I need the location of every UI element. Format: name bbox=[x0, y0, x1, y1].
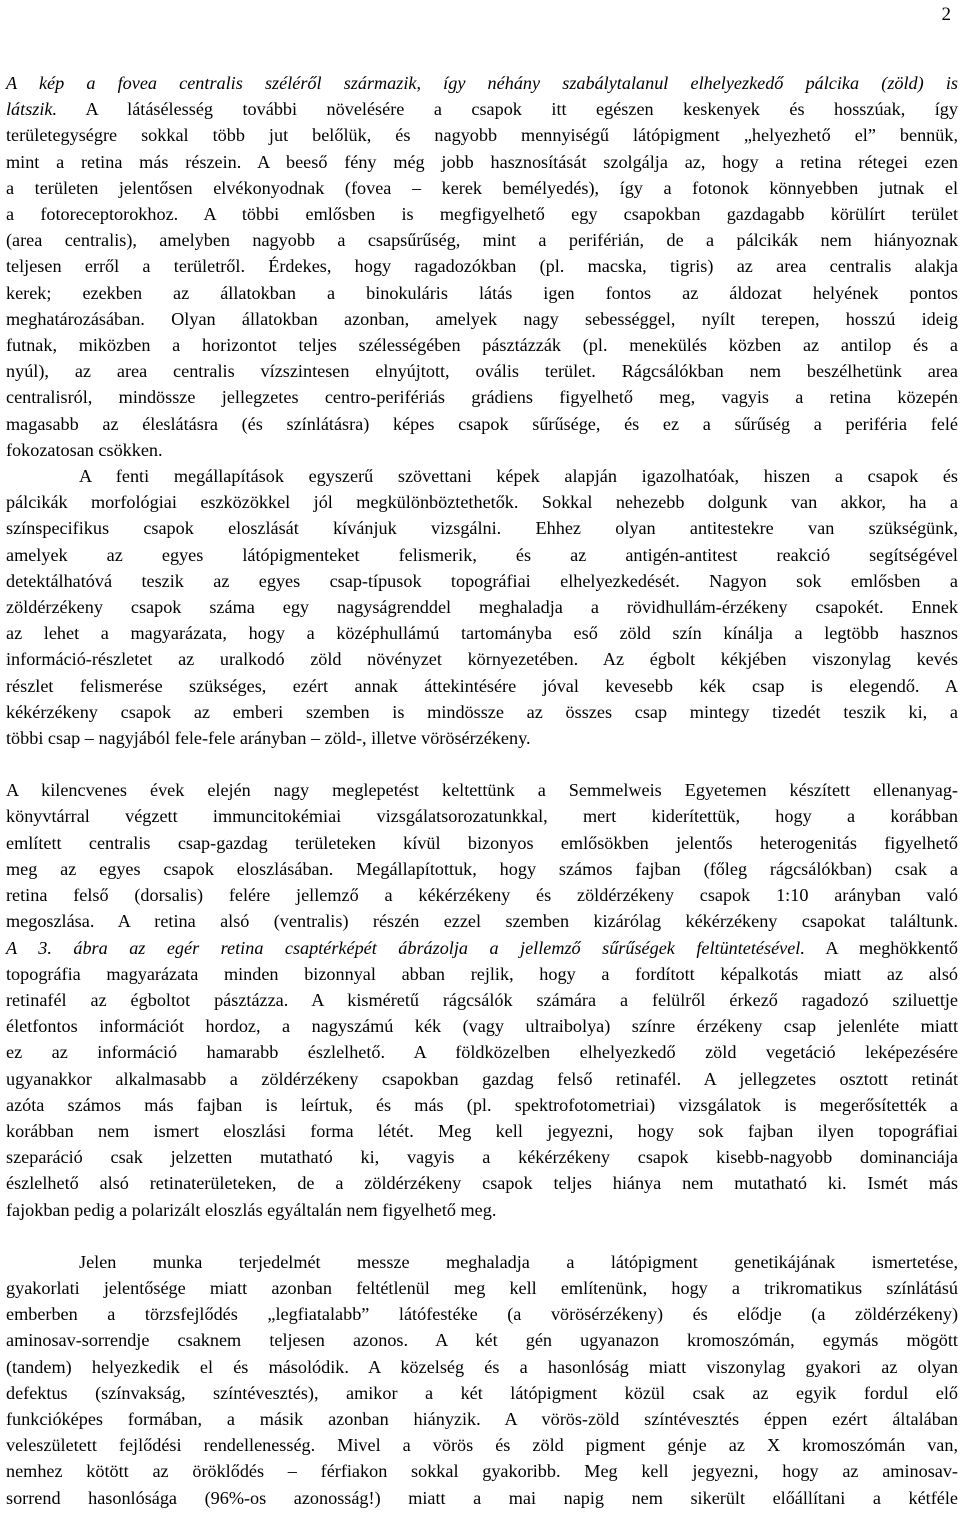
body-text bbox=[6, 70, 958, 1511]
text-line bbox=[6, 96, 958, 122]
text-line: Jelen munka terjedelmét messze meghaladja a látópigment genetikájának ismertetése, bbox=[79, 1251, 958, 1272]
paragraph-gap bbox=[6, 1223, 958, 1249]
text-segment: A meghökkentő bbox=[804, 937, 958, 958]
text-segment: látszik. bbox=[6, 99, 58, 120]
text-line: defektus (színvakság, színtévesztés), amikor a két látópigment közül csak az egyik fordul elő bbox=[6, 1382, 958, 1403]
text-line: nemhez kötött az öröklődés – férfiakon sokkal gyakoribb. Meg kell jegyezni, hogy az aminosav- bbox=[6, 1461, 958, 1482]
text-line: centralisról, mindössze jellegzetes centro-perifériás grádiens figyelhető meg, vagyis a retina közepén bbox=[6, 387, 958, 408]
text-line: korábban nem ismert eloszlási forma létét. Meg kell jegyezni, hogy sok fajban ilyen topográfiai bbox=[6, 1120, 958, 1141]
text-line: teljesen erről a területről. Érdekes, hogy ragadozókban (pl. macska, tigris) az area centralis alakja bbox=[6, 256, 958, 277]
paragraph-p3 bbox=[6, 777, 958, 1222]
text-line: funkcióképes formában, a másik azonban hiányzik. A vörös-zöld színtévesztés éppen ezért általában bbox=[6, 1408, 958, 1429]
text-line: szeparáció csak jelzetten mutatható ki, vagyis a kékérzékeny csapok kisebb-nagyobb dominanciája bbox=[6, 1147, 958, 1168]
text-line: életfontos információt hordoz, a nagyszámú kék (vagy ultraibolya) színre érzékeny csap jelenléte miatt bbox=[6, 1016, 958, 1037]
text-line: többi csap – nagyjából fele-fele arányban – zöld-, illetve vörösérzékeny. bbox=[6, 728, 531, 749]
text-line: a területen jelentősen elvékonyodnak (fovea – kerek bemélyedés), így a fotonok könnyebben jutnak el bbox=[6, 177, 958, 198]
text-segment: A 3. ábra az egér retina csaptérképét ábrázolja a jellemző sűrűségek feltüntetésével. bbox=[6, 937, 805, 958]
text-line: az lehet a magyarázata, hogy a középhullámú tartományba eső zöld szín kínálja a legtöbb hasznos bbox=[6, 623, 958, 644]
text-line: veleszületett fejlődési rendellenesség. Mivel a vörös és zöld pigment génje az X kromoszómán van, bbox=[6, 1435, 958, 1456]
text-line: fokozatosan csökken. bbox=[6, 439, 163, 460]
text-line: könyvtárral végzett immuncitokémiai vizsgálatsorozatunkkal, mert kiderítettük, hogy a korábban bbox=[6, 806, 958, 827]
text-line: meghatározásában. Olyan állatokban azonban, amelyek nagy sebességgel, nyílt terepen, hosszú ideig bbox=[6, 308, 958, 329]
text-line: retinafél az égboltot pásztázza. A kisméretű rágcsálók számára a felülről érkező ragadozó sziluettje bbox=[6, 989, 958, 1010]
text-line: A fenti megállapítások egyszerű szövettani képek alapján igazolhatóak, hiszen a csapok és bbox=[79, 466, 958, 487]
text-line: pálcikák morfológiai eszközökkel jól megkülönböztethetők. Sokkal nehezebb dolgunk van akkor, ha a bbox=[6, 492, 958, 513]
text-line: magasabb az éleslátásra (és színlátásra) képes csapok sűrűsége, és ez a sűrűség a periféria felé bbox=[6, 413, 958, 434]
text-line: retina felső (dorsalis) felére jellemző a kékérzékeny és zöldérzékeny csapok 1:10 arányban való bbox=[6, 885, 958, 906]
text-line: fajokban pedig a polarizált eloszlás egyáltalán nem figyelhető meg. bbox=[6, 1199, 497, 1220]
text-line: detektálhatóvá teszik az egyes csap-típusok topográfiai elhelyezkedését. Nagyon sok emlősben a bbox=[6, 570, 958, 591]
text-segment: A látásélesség további növelésére a csapok itt egészen keskenyek és hosszúak, így bbox=[57, 99, 958, 120]
text-line: részlet felismerése szükséges, ezért annak áttekintésére jóval kevesebb kék csap is elegendő. A bbox=[6, 675, 958, 696]
text-line bbox=[6, 935, 958, 961]
text-line: zöldérzékeny csapok száma egy nagyságrenddel meghaladja a rövidhullám-érzékeny csapokét. Ennek bbox=[6, 597, 958, 618]
paragraph-p1 bbox=[6, 70, 958, 463]
text-line: kékérzékeny csapok az emberi szemben is mindössze az összes csap mintegy tizedét teszik ki, a bbox=[6, 701, 958, 722]
text-line: amelyek az egyes látópigmenteket felismerik, és az antigén-antitest reakció segítségével bbox=[6, 544, 958, 565]
text-line: ez az információ hamarabb észlelhető. A földközelben elhelyezkedő zöld vegetáció leképezésére bbox=[6, 1042, 958, 1063]
paragraph-gap bbox=[6, 751, 958, 777]
text-line: színspecifikus csapok eloszlását kívánjuk vizsgálni. Ehhez olyan antitestekre van szükségünk, bbox=[6, 518, 958, 539]
text-line: kerek; ezekben az állatokban a binokuláris látás igen fontos az áldozat helyének pontos bbox=[6, 282, 958, 303]
paragraph-p2 bbox=[6, 463, 958, 751]
text-line: meg az egyes csapok eloszlásában. Megállapítottuk, hogy számos fajban (főleg rágcsálókban) csak a bbox=[6, 858, 958, 879]
text-line: A kép a fovea centralis széléről származik, így néhány szabálytalanul elhelyezkedő pálcika (zöld) is bbox=[6, 73, 958, 93]
text-line: futnak, miközben a horizontot teljes szélességében pásztázzák (pl. menekülés közben az antilop és a bbox=[6, 335, 958, 356]
text-line: emberben a törzsfejlődés „legfiatalabb” látófestéke (a vörösérzékeny) és elődje (a zöldérzékeny) bbox=[6, 1304, 958, 1325]
text-line: megoszlása. A retina alsó (ventralis) részén ezzel szemben kizárólag kékérzékeny csapokat találtunk. bbox=[6, 911, 958, 932]
text-line: információ-részletet az uralkodó zöld növényzet környezetében. Az égbolt kékjében viszonylag kevés bbox=[6, 649, 958, 670]
text-line: nyúl), az area centralis vízszintesen elnyújtott, ovális terület. Rágcsálókban nem beszélhetünk area bbox=[6, 361, 958, 382]
text-line: területegységre sokkal több jut belőlük, és nagyobb mennyiségű látópigment „helyezhető el” bennük, bbox=[6, 125, 958, 146]
text-line: (tandem) helyezkedik el és másolódik. A közelség és a hasonlóság miatt viszonylag gyakori az olyan bbox=[6, 1356, 958, 1377]
text-line: a fotoreceptorokhoz. A többi emlősben is megfigyelhető egy csapokban gazdagabb körülírt terület bbox=[6, 204, 958, 225]
page-number: 2 bbox=[941, 4, 951, 25]
text-line: azóta számos más fajban is leírtuk, és más (pl. spektrofotometriai) vizsgálatok is megerősítették a bbox=[6, 1094, 958, 1115]
text-line: mint a retina más részein. A beeső fény még jobb hasznosítását szolgálja az, hogy a retina rétegei ezen bbox=[6, 151, 958, 172]
text-line: A kilencvenes évek elején nagy meglepetést keltettünk a Semmelweis Egyetemen készített ellenanyag- bbox=[6, 780, 958, 801]
text-line: topográfia magyarázata minden bizonnyal abban rejlik, hogy a fordított képalkotás miatt az alsó bbox=[6, 963, 958, 984]
text-line: ugyanakkor alkalmasabb a zöldérzékeny csapokban gazdag felső retinafél. A jellegzetes osztott retinát bbox=[6, 1068, 958, 1089]
paragraph-p4 bbox=[6, 1249, 958, 1511]
text-line: gyakorlati jelentősége miatt azonban feltétlenül meg kell említenünk, hogy a trikromatikus színlátású bbox=[6, 1277, 958, 1298]
text-line: aminosav-sorrendje csaknem teljesen azonos. A két gén ugyanazon kromoszómán, egymás mögött bbox=[6, 1330, 958, 1351]
text-line: (area centralis), amelyben nagyobb a csapsűrűség, mint a periférián, de a pálcikák nem hiányoznak bbox=[6, 230, 958, 251]
text-line: említett centralis csap-gazdag területeken kívül bizonyos emlősökben jelentős heterogenitás figyelhető bbox=[6, 832, 958, 853]
text-line: észlelhető alsó retinaterületeken, de a zöldérzékeny csapok teljes hiánya nem mutatható ki. Ismét más bbox=[6, 1173, 958, 1194]
text-line: sorrend hasonlósága (96%-os azonosság!) miatt a mai napig nem sikerült előállítani a kétféle bbox=[6, 1487, 958, 1508]
